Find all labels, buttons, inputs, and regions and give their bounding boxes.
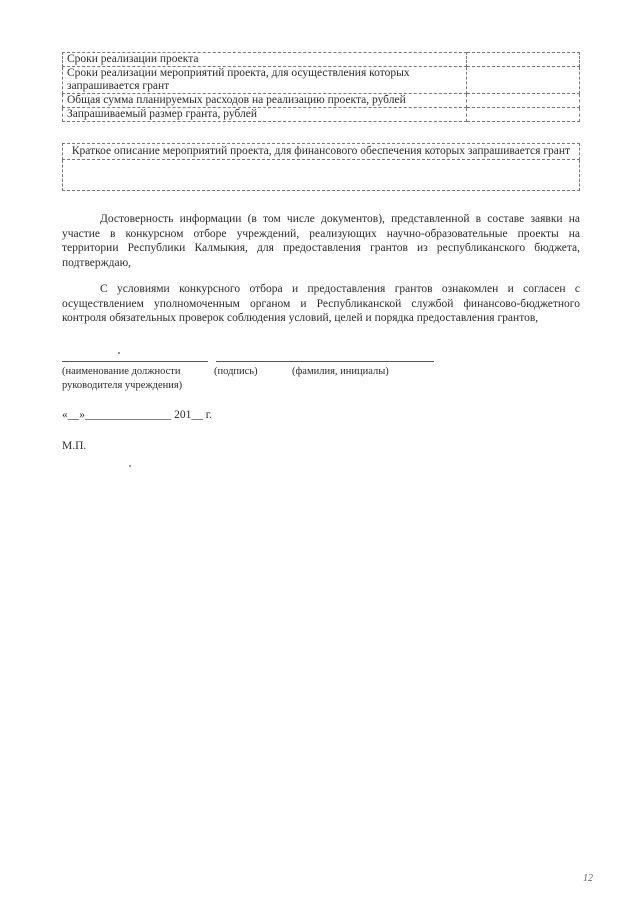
page-number: 12	[583, 873, 593, 884]
position-line	[62, 361, 208, 362]
signature-name-line	[216, 361, 434, 362]
table-row	[63, 53, 580, 67]
table-row	[63, 144, 580, 160]
row-label: Сроки реализации проекта	[63, 53, 467, 67]
name-label: (фамилия, инициалы)	[292, 366, 389, 377]
row-value-cell	[467, 108, 580, 122]
table-row	[63, 160, 580, 191]
row-label: Запрашиваемый размер гранта, рублей	[63, 108, 467, 122]
row-value-cell	[467, 67, 580, 94]
date-line: «__»_______________ 201__ г.	[62, 409, 213, 421]
row-label: Сроки реализации мероприятий проекта, для осуществления которых запрашивается грант	[63, 67, 467, 94]
table-row	[63, 108, 580, 122]
confirmation-paragraph: Достоверность информации (в том числе документов), представленной в составе заявки на участие в конкурсном отборе учреждений, реализующих научно-образовательные проекты на территории Республики Калмыкия, для предоставления грантов из республиканского бюджета, подтверждаю,	[62, 213, 580, 269]
consent-paragraph: С условиями конкурсного отбора и предоставления грантов ознакомлен и согласен с осуществлением уполномоченным органом и Республиканской службой финансово-бюджетного контроля обязательных проверок соблюдения условий, целей и порядка предоставления грантов,	[62, 283, 580, 324]
description-cell	[63, 160, 580, 191]
description-header: Краткое описание мероприятий проекта, для финансового обеспечения которых запрашивается грант	[63, 144, 580, 160]
project-description-table	[62, 143, 580, 191]
row-label: Общая сумма планируемых расходов на реализацию проекта, рублей	[63, 94, 467, 108]
table-row	[63, 67, 580, 94]
project-info-table	[62, 52, 580, 122]
row-value-cell	[467, 53, 580, 67]
stamp-label: М.П.	[62, 440, 87, 452]
signature-label: (подпись)	[214, 366, 258, 377]
row-value-cell	[467, 94, 580, 108]
position-label-2: руководителя учреждения)	[62, 380, 183, 391]
table-row	[63, 94, 580, 108]
scan-speck	[118, 352, 120, 354]
position-label: (наименование должности	[62, 366, 181, 377]
scan-speck	[129, 465, 131, 467]
